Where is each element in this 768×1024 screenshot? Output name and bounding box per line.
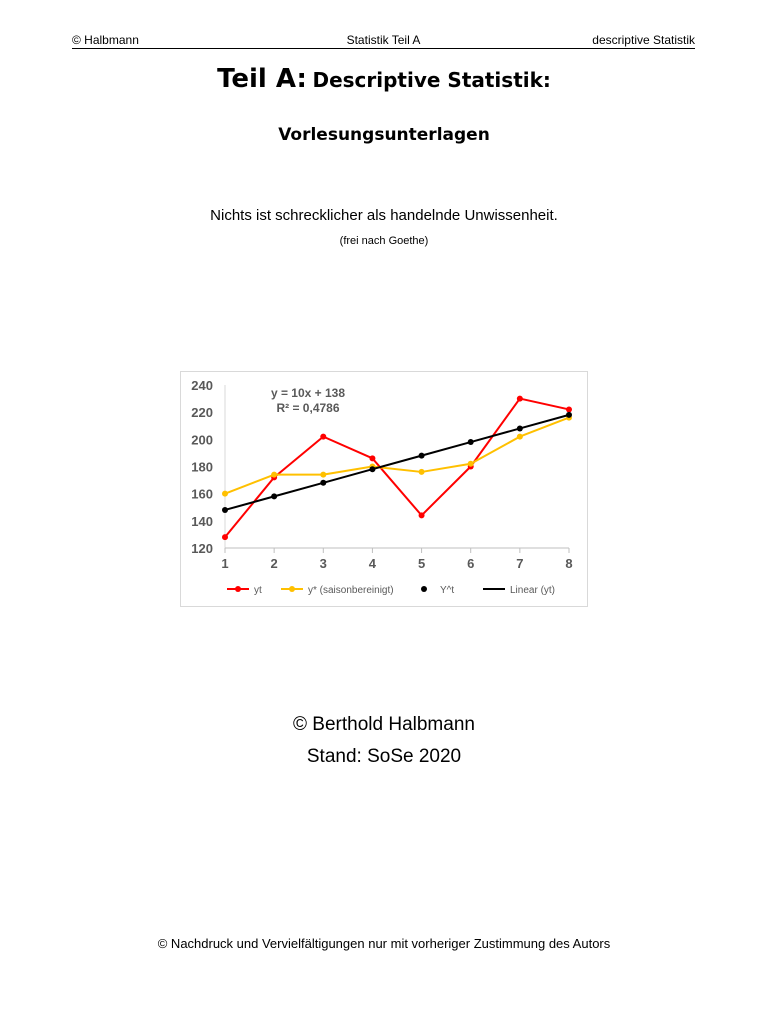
x-tick-label: 7 [516, 556, 524, 571]
data-point [517, 434, 523, 440]
data-point [320, 434, 326, 440]
data-point [468, 461, 474, 467]
trendline-equation: R² = 0,4786 [276, 401, 340, 415]
y-tick-label: 220 [191, 405, 213, 421]
y-tick-label: 200 [191, 432, 213, 448]
legend-marker [289, 586, 295, 592]
x-tick-label: 8 [565, 556, 573, 571]
header-left-text: © Halbmann [72, 33, 139, 47]
quote-text: Nichts ist schrecklicher als handelnde Unwissenheit. [210, 207, 558, 224]
data-point [419, 512, 425, 518]
trendline-equation: y = 10x + 138 [270, 386, 346, 400]
y-tick-label: 120 [191, 541, 213, 556]
chart-svg [181, 372, 587, 606]
x-tick-label: 6 [467, 556, 475, 571]
data-point [517, 396, 523, 402]
x-tick-label: 4 [368, 556, 377, 571]
series-line [225, 415, 569, 510]
x-tick-label: 2 [270, 556, 278, 571]
legend-label: yt [254, 585, 262, 596]
page-header [72, 33, 695, 49]
title-part: Teil A: [217, 64, 307, 94]
y-tick-label: 140 [191, 513, 213, 529]
legend-label: Y^t [440, 585, 455, 596]
y-tick-label: 160 [191, 486, 213, 502]
quote-source: (frei nach Goethe) [339, 235, 429, 247]
legend-marker [421, 586, 427, 592]
x-tick-label: 3 [319, 556, 327, 571]
y-tick-label: 180 [191, 459, 213, 475]
x-tick-label: 1 [221, 556, 229, 571]
legend-label: Linear (yt) [510, 585, 556, 596]
data-point [222, 491, 228, 497]
header-right-text: descriptive Statistik [592, 33, 695, 47]
stand-date: Stand: SoSe 2020 [306, 746, 462, 767]
series-line [225, 399, 569, 538]
y-tick-label: 240 [191, 378, 213, 393]
page-title [0, 64, 768, 94]
data-point [566, 406, 572, 412]
trend-chart [180, 371, 588, 607]
legend-marker [235, 586, 241, 592]
author-copyright: © Berthold Halbmann [293, 714, 475, 735]
data-point [271, 472, 277, 478]
title-topic: Descriptive Statistik: [312, 68, 551, 92]
data-point [369, 455, 375, 461]
data-point [320, 472, 326, 478]
data-point [222, 534, 228, 540]
x-tick-label: 5 [417, 556, 426, 571]
legend-label: y* (saisonbereinigt) [308, 585, 394, 596]
header-center-text: Statistik Teil A [346, 33, 421, 47]
data-point [419, 469, 425, 475]
reprint-notice: © Nachdruck und Vervielfältigungen nur mit vorheriger Zustimmung des Autors [157, 936, 611, 951]
page-subtitle: Vorlesungsunterlagen [278, 125, 490, 145]
